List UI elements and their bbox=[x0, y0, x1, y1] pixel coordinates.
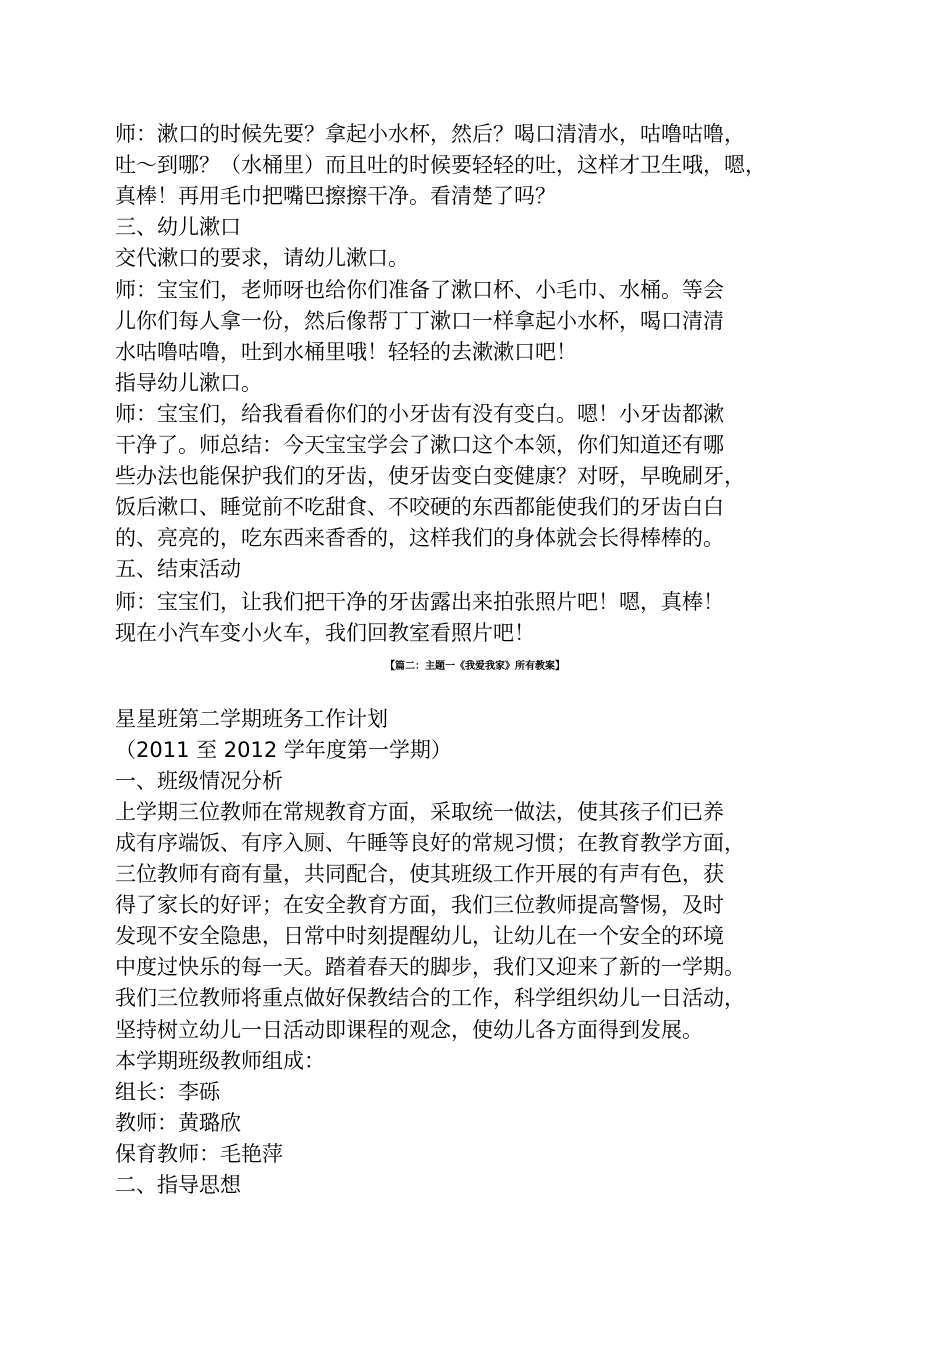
text-line: 发现不安全隐患，日常中时刻提醒幼儿，让幼儿在一个安全的环境 bbox=[115, 924, 724, 948]
text-line: 些办法也能保护我们的牙齿，使牙齿变白变健康？对呀，早晚刷牙， bbox=[115, 464, 745, 488]
section-title: 五、结束活动 bbox=[115, 557, 241, 581]
text-line: 保育教师：毛艳萍 bbox=[115, 1142, 283, 1166]
section-title: 三、幼儿漱口 bbox=[115, 215, 241, 239]
text-line: 儿你们每人拿一份，然后像帮丁丁漱口一样拿起小水杯，喝口清清 bbox=[115, 309, 724, 333]
text-line: 水咕噜咕噜，吐到水桶里哦！轻轻的去漱漱口吧！ bbox=[115, 340, 577, 364]
text-line: 交代漱口的要求，请幼儿漱口。 bbox=[115, 246, 409, 270]
text-line: 指导幼儿漱口。 bbox=[115, 371, 262, 395]
text-line: 我们三位教师将重点做好保教结合的工作，科学组织幼儿一日活动， bbox=[115, 986, 745, 1010]
text-line: 中度过快乐的每一天。踏着春天的脚步，我们又迎来了新的一学期。 bbox=[115, 955, 745, 979]
text-line: 干净了。师总结：今天宝宝学会了漱口这个本领，你们知道还有哪 bbox=[115, 433, 724, 457]
text-line: 本学期班级教师组成： bbox=[115, 1049, 325, 1073]
text-line: 三位教师有商有量，共同配合，使其班级工作开展的有声有色，获 bbox=[115, 862, 724, 886]
text-line: 得了家长的好评；在安全教育方面，我们三位教师提高警惕，及时 bbox=[115, 893, 724, 917]
text-line: 真棒！再用毛巾把嘴巴擦擦干净。看清楚了吗？ bbox=[115, 184, 556, 208]
text-line: 坚持树立幼儿一日活动即课程的观念，使幼儿各方面得到发展。 bbox=[115, 1018, 703, 1042]
text-line: 吐～到哪？（水桶里）而且吐的时候要轻轻的吐，这样才卫生哦，嗯， bbox=[115, 153, 766, 177]
text-line: 上学期三位教师在常规教育方面，采取统一做法，使其孩子们已养 bbox=[115, 800, 724, 824]
text-line: 师：宝宝们，给我看看你们的小牙齿有没有变白。嗯！小牙齿都漱 bbox=[115, 402, 724, 426]
section-title: 一、班级情况分析 bbox=[115, 769, 283, 793]
text-line: 师：宝宝们，让我们把干净的牙齿露出来拍张照片吧！嗯，真棒！ bbox=[115, 590, 724, 614]
text-line: 教师：黄璐欣 bbox=[115, 1111, 241, 1135]
text-line: 师：漱口的时候先要？拿起小水杯，然后？喝口清清水，咕噜咕噜， bbox=[115, 122, 745, 146]
text-line: 师：宝宝们，老师呀也给你们准备了漱口杯、小毛巾、水桶。等会 bbox=[115, 278, 724, 302]
text-line: 组长：李砾 bbox=[115, 1080, 220, 1104]
text-line: 现在小汽车变小火车，我们回教室看照片吧！ bbox=[115, 621, 535, 645]
plan-title: 星星班第二学期班务工作计划 bbox=[115, 707, 388, 731]
section-title: 二、指导思想 bbox=[115, 1173, 241, 1197]
text-line: 的、亮亮的，吃东西来香香的，这样我们的身体就会长得棒棒的。 bbox=[115, 526, 724, 550]
text-line: （2011 至 2012 学年度第一学期） bbox=[115, 738, 452, 762]
text-line: 成有序端饭、有序入厕、午睡等良好的常规习惯；在教育教学方面， bbox=[115, 831, 745, 855]
section-heading: 【篇二：主题一《我爱我家》所有教案】 bbox=[385, 661, 565, 672]
text-line: 饭后漱口、睡觉前不吃甜食、不咬硬的东西都能使我们的牙齿白白 bbox=[115, 495, 724, 519]
